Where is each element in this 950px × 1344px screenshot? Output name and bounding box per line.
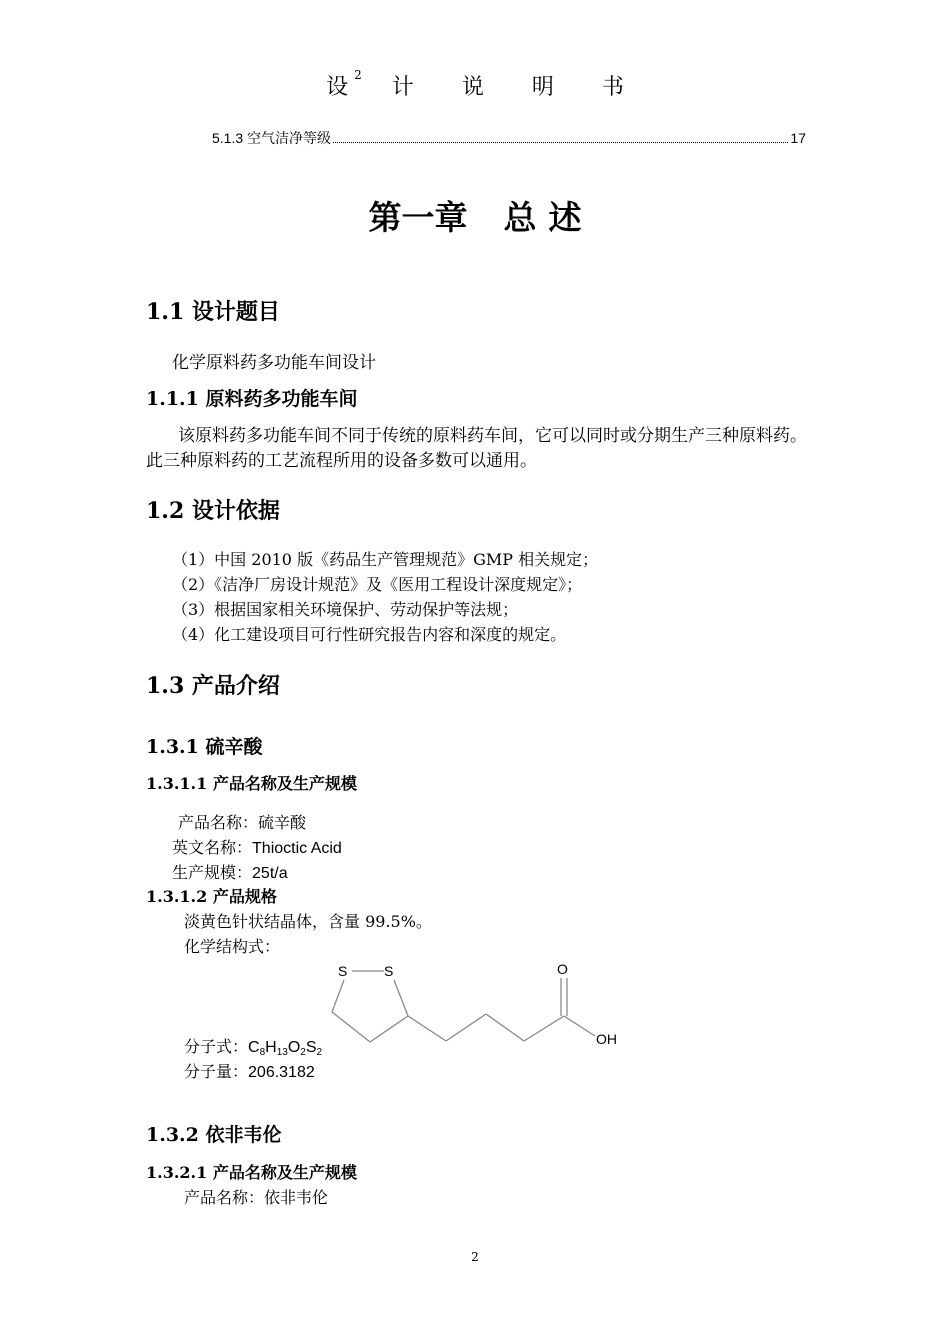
atom-sulfur: S — [338, 963, 348, 979]
atom-oxygen: O — [557, 961, 568, 977]
field-value: 依非韦伦 — [264, 1188, 329, 1207]
structure-label: 化学结构式： — [184, 937, 281, 956]
bond — [394, 980, 408, 1016]
english-name-row — [172, 835, 342, 858]
chapter-number: 第一章 — [368, 198, 468, 237]
section-body: 化学原料药多功能车间设计 — [172, 353, 376, 373]
toc-leader-dots — [333, 141, 788, 143]
section-heading-1-3-1-2: 1.3.1.2 产品规格 — [146, 887, 277, 906]
header-char: 计 — [391, 75, 414, 100]
toc-entry-page: 17 — [790, 130, 806, 146]
section-heading-1-3-2-1: 1.3.2.1 产品名称及生产规模 — [146, 1163, 357, 1182]
section-heading-1-3-1: 1.3.1 硫辛酸 — [146, 736, 263, 758]
product-name-row — [184, 1185, 328, 1208]
bond — [524, 1016, 564, 1041]
bond — [332, 1012, 370, 1042]
molecular-weight-row — [184, 1059, 315, 1082]
running-header — [0, 70, 950, 101]
bond — [408, 1016, 446, 1041]
product-spec — [184, 909, 432, 932]
bond — [370, 1016, 408, 1042]
toc-entry[interactable] — [212, 128, 806, 148]
section-heading-1-3-2: 1.3.2 依非韦伦 — [146, 1124, 282, 1146]
bond — [486, 1014, 524, 1041]
atom-hydroxyl: OH — [596, 1031, 617, 1047]
chapter-title — [0, 192, 950, 239]
header-char: 明 — [531, 75, 554, 100]
toc-entry-label: 5.1.3 空气洁净等级 — [212, 130, 332, 146]
molecular-formula-row — [184, 1034, 322, 1058]
chapter-word: 述 — [548, 198, 582, 237]
chemical-structure-diagram — [320, 956, 630, 1052]
list-item: （3）根据国家相关环境保护、劳动保护等法规； — [172, 600, 519, 619]
header-page-marker: 2 — [354, 68, 362, 82]
section-heading-1-3-1-1: 1.3.1.1 产品名称及生产规模 — [146, 774, 357, 793]
field-label: 产品名称： — [184, 1188, 265, 1207]
atom-sulfur: S — [384, 963, 394, 979]
section-heading-1-1-1: 1.1.1 原料药多功能车间 — [146, 388, 358, 410]
header-char: 书 — [601, 75, 624, 100]
structure-bonds — [332, 971, 595, 1042]
bond — [564, 1016, 595, 1036]
list-item: （1）中国 2010 版《药品生产管理规范》GMP 相关规定； — [172, 550, 599, 569]
section-heading-1-3: 1.3 产品介绍 — [146, 673, 280, 699]
section-heading-1-1: 1.1 设计题目 — [146, 299, 280, 325]
field-label: 产品名称： — [178, 813, 259, 832]
field-value: 206.3182 — [248, 1064, 315, 1081]
product-name-row — [178, 810, 306, 833]
header-char: 说 — [461, 75, 484, 100]
chapter-word: 总 — [503, 198, 537, 237]
page-number: 2 — [471, 1250, 479, 1264]
list-item: （4）化工建设项目可行性研究报告内容和深度的规定。 — [172, 625, 567, 644]
bond — [446, 1014, 486, 1041]
field-value: 硫辛酸 — [258, 813, 307, 832]
header-char: 设 — [326, 75, 349, 100]
field-value: 25t/a — [252, 865, 288, 882]
spec-text: 淡黄色针状结晶体，含量 99.5%。 — [184, 912, 432, 931]
bond — [332, 980, 344, 1012]
field-value: Thioctic Acid — [252, 840, 342, 857]
field-label: 分子量： — [184, 1062, 249, 1081]
section-paragraph: 该原料药多功能车间不同于传统的原料药车间，它可以同时或分期生产三种原料药。此三种原料药的工艺流程所用的设备多数可以通用。 — [146, 426, 807, 471]
field-label: 分子式： — [184, 1037, 249, 1056]
list-item: （2）《洁净厂房设计规范》及《医用工程设计深度规定》； — [172, 575, 583, 594]
field-label: 英文名称： — [172, 838, 253, 857]
molecular-formula: $C_8H_{13}O_2S_2$ — [248, 1039, 323, 1058]
field-label: 生产规模： — [172, 863, 253, 882]
scale-row — [172, 860, 288, 883]
section-heading-1-2: 1.2 设计依据 — [146, 498, 280, 524]
